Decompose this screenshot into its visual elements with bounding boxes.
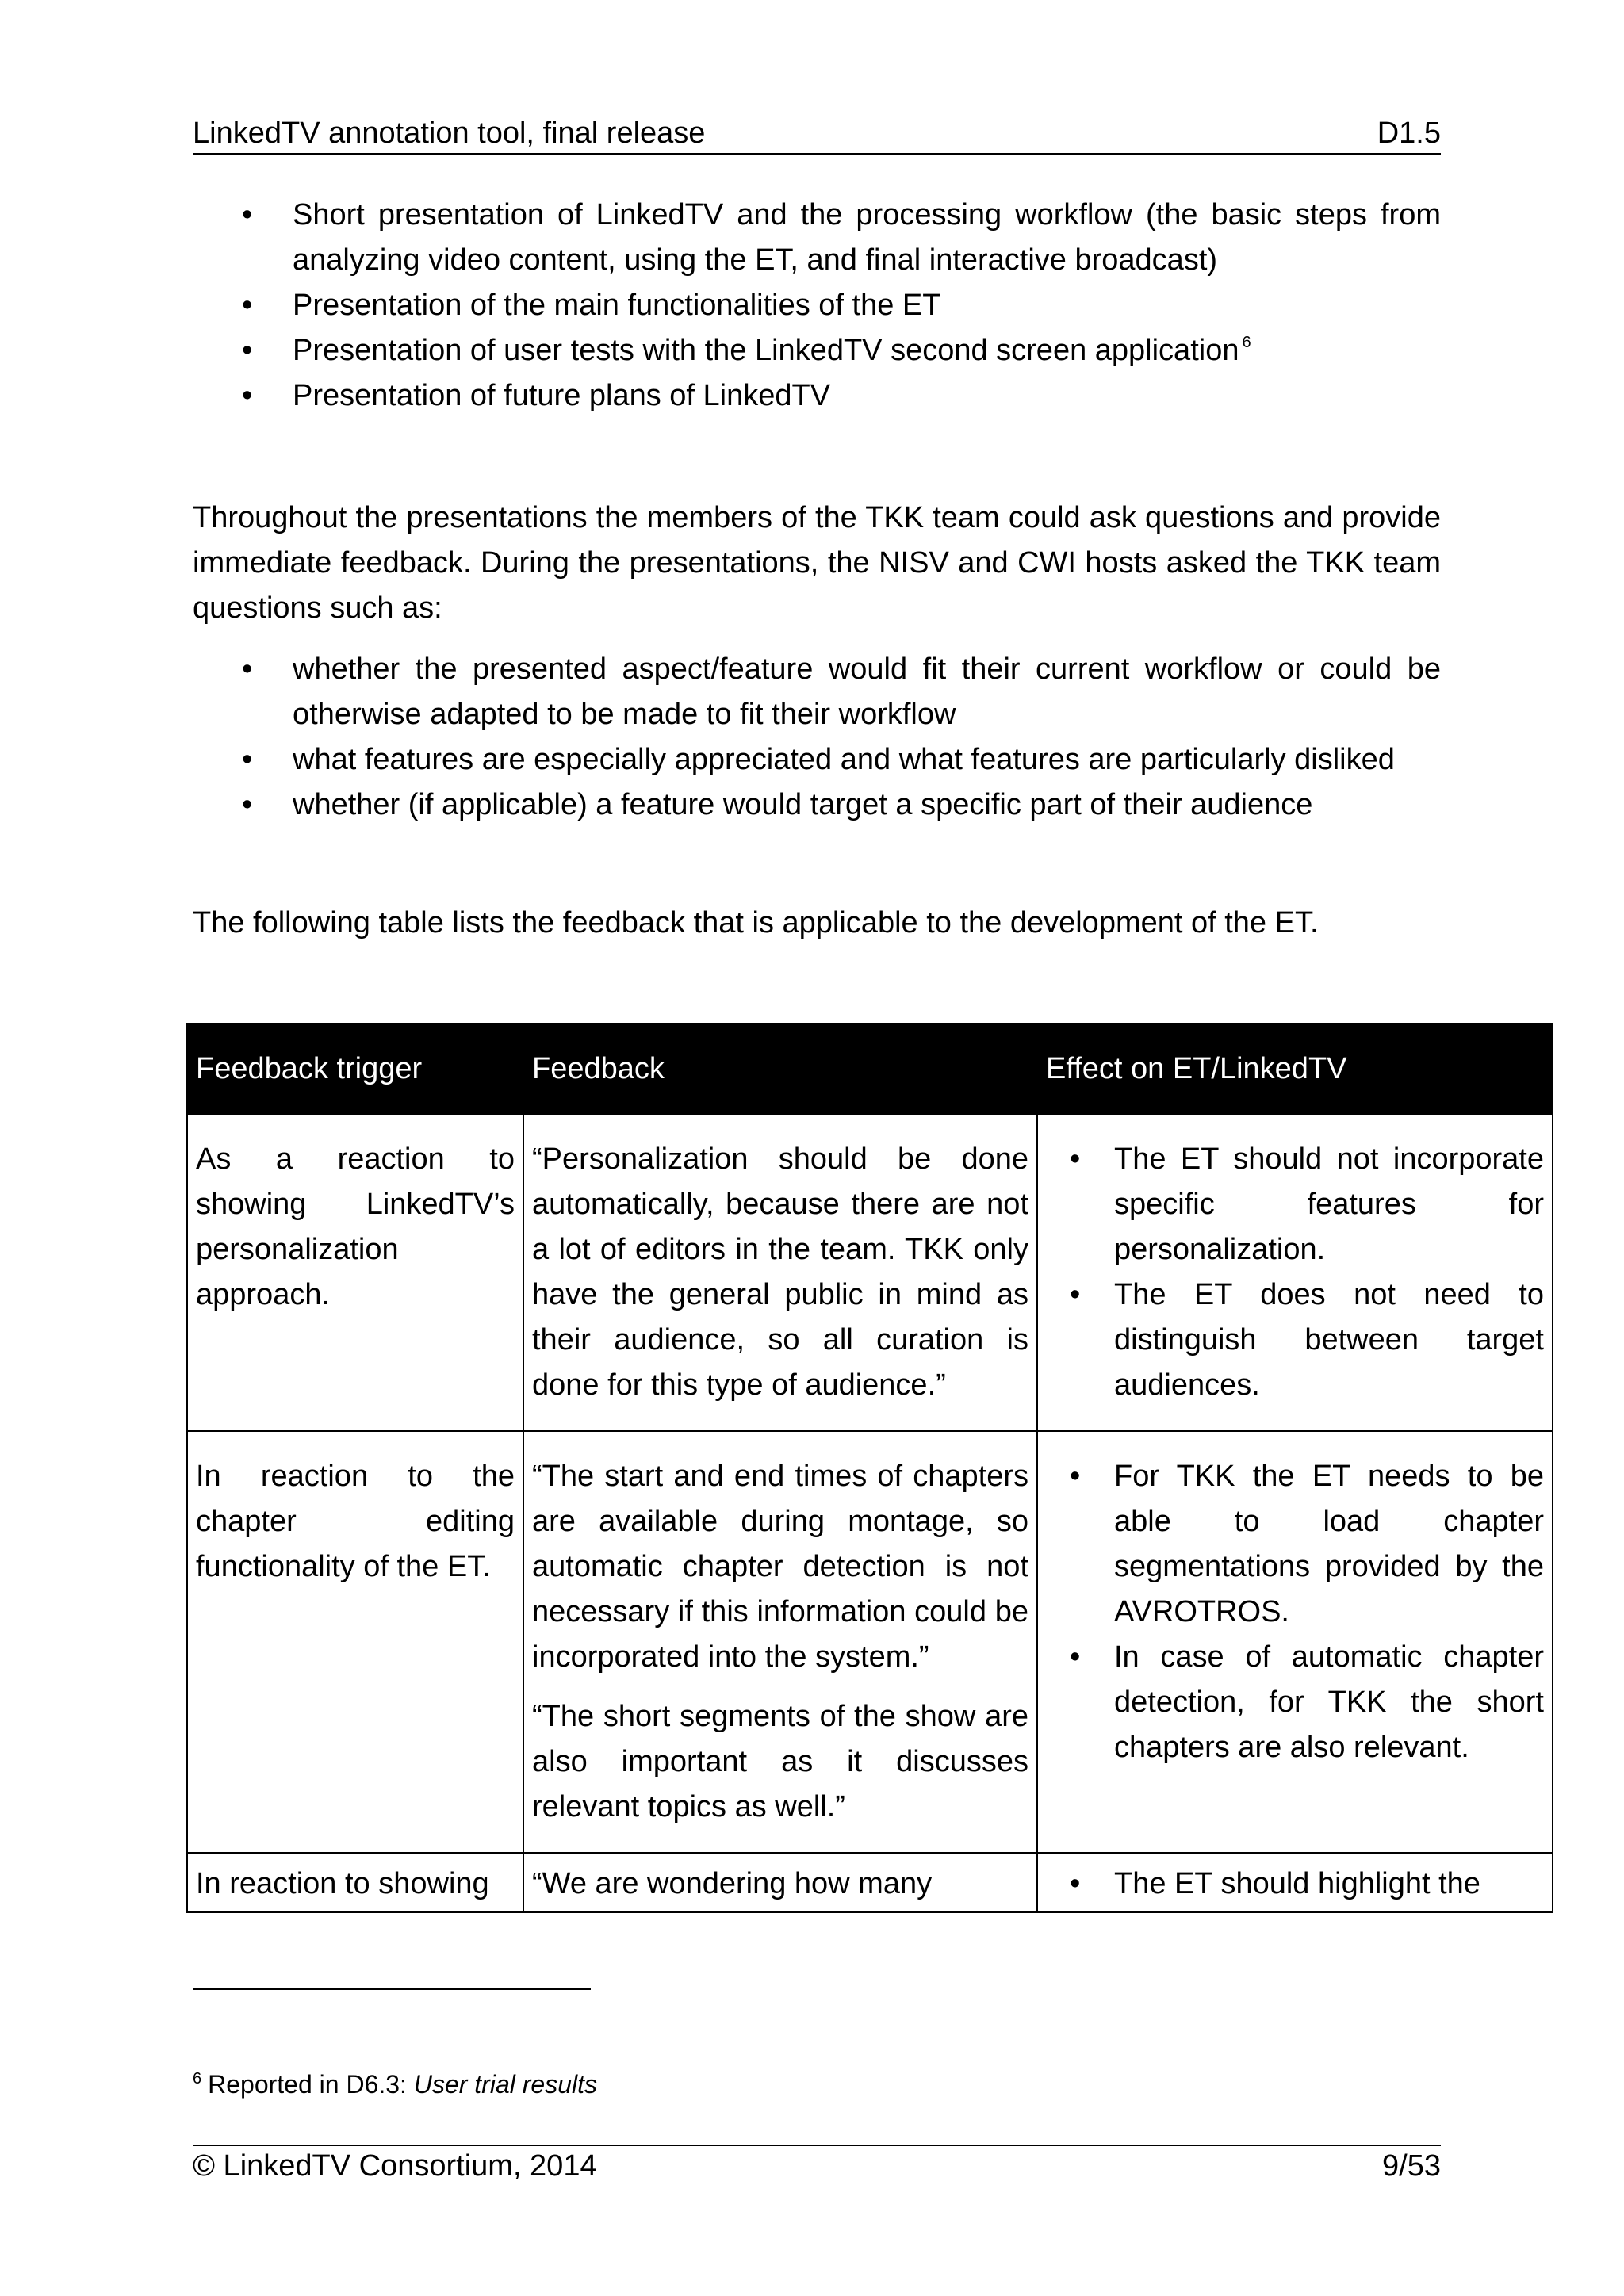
bullet-icon: • — [242, 334, 253, 367]
footnote-reference[interactable]: 6 — [1242, 334, 1251, 352]
page-footer — [193, 2145, 1441, 2186]
bullet-icon: • — [1070, 1640, 1081, 1674]
list-item: • Short presentation of LinkedTV and the processing workflow (the basic steps from analyzing video content, using the ET, and final interactive broadcast) — [193, 193, 1441, 283]
footnote — [193, 2065, 597, 2103]
table-header-row — [187, 1024, 1553, 1114]
intro-bullet-list — [193, 193, 1441, 419]
page-number: 9/53 — [1382, 2149, 1441, 2183]
bullet-icon: • — [242, 289, 253, 322]
feedback-table — [186, 1023, 1553, 1913]
header-doc-id: D1.5 — [1377, 117, 1441, 150]
bullet-icon: • — [1070, 1278, 1081, 1311]
column-header-trigger: Feedback trigger — [187, 1024, 523, 1114]
list-item: • what features are especially appreciated and what features are particularly disliked — [193, 737, 1441, 783]
list-item: • In case of automatic chapter detection, for TKK the short chapters are also relevant. — [1046, 1635, 1544, 1770]
list-item: • Presentation of user tests with the LinkedTV second screen application $^6$ — [193, 328, 1441, 373]
table-row — [187, 1114, 1553, 1431]
list-item: • The ET does not need to distinguish between target audiences. — [1046, 1272, 1544, 1408]
header-title: LinkedTV annotation tool, final release — [193, 117, 706, 150]
page-header — [193, 109, 1441, 155]
column-header-effect: Effect on ET/LinkedTV — [1037, 1024, 1553, 1114]
cell-feedback: “We are wondering how many — [523, 1853, 1037, 1912]
bullet-icon: • — [1070, 1460, 1081, 1493]
cell-effect — [1037, 1114, 1553, 1431]
list-item: • whether (if applicable) a feature would target a specific part of their audience — [193, 783, 1441, 828]
list-item: • Presentation of the main functionalities of the ET — [193, 283, 1441, 328]
bullet-icon: • — [242, 743, 253, 776]
footnote-mark: 6 — [193, 2070, 202, 2088]
cell-trigger: In reaction to showing — [187, 1853, 523, 1912]
paragraph-feedback-intro: Throughout the presentations the members of the TKK team could ask questions and provide immediate feedback. During the presentations, the NISV and CWI hosts asked the TKK team questions such as: — [193, 501, 1441, 625]
table-row — [187, 1431, 1553, 1853]
cell-feedback: “The start and end times of chapters are available during montage, so automatic chapter detection is not necessary if this information could be incorporated into the system.” “The short segments of the show are also important as it discusses relevant topics as well.” — [523, 1431, 1037, 1853]
list-item: • For TKK the ET needs to be able to load chapter segmentations provided by the AVROTROS. — [1046, 1454, 1544, 1635]
footer-copyright: © LinkedTV Consortium, 2014 — [193, 2149, 597, 2183]
cell-effect — [1037, 1431, 1553, 1853]
footnote-text: Reported in D6.3: — [208, 2070, 414, 2099]
footnote-title: User trial results — [413, 2070, 597, 2099]
bullet-icon: • — [242, 198, 253, 232]
bullet-icon: • — [1070, 1867, 1081, 1900]
bullet-icon: • — [242, 652, 253, 686]
list-item: • The ET should not incorporate specific features for personalization. — [1046, 1137, 1544, 1272]
table-row — [187, 1853, 1553, 1912]
cell-effect — [1037, 1853, 1553, 1912]
bullet-icon: • — [1070, 1142, 1081, 1176]
bullet-icon: • — [242, 788, 253, 821]
column-header-feedback: Feedback — [523, 1024, 1037, 1114]
cell-trigger: As a reaction to showing LinkedTV’s personalization approach. — [187, 1114, 523, 1431]
footnote-divider — [193, 1988, 591, 1990]
paragraph-table-intro: The following table lists the feedback that is applicable to the development of the ET. — [193, 906, 1319, 939]
cell-trigger: In reaction to the chapter editing functionality of the ET. — [187, 1431, 523, 1853]
list-item: • The ET should highlight the — [1046, 1862, 1544, 1907]
list-item: • Presentation of future plans of LinkedTV — [193, 373, 1441, 419]
questions-bullet-list — [193, 647, 1441, 828]
bullet-icon: • — [242, 379, 253, 412]
list-item: • whether the presented aspect/feature would fit their current workflow or could be otherwise adapted to be made to fit their workflow — [193, 647, 1441, 737]
cell-feedback: “Personalization should be done automatically, because there are not a lot of editors in the team. TKK only have the general public in mind as their audience, so all curation is done for this type of audience.” — [523, 1114, 1037, 1431]
